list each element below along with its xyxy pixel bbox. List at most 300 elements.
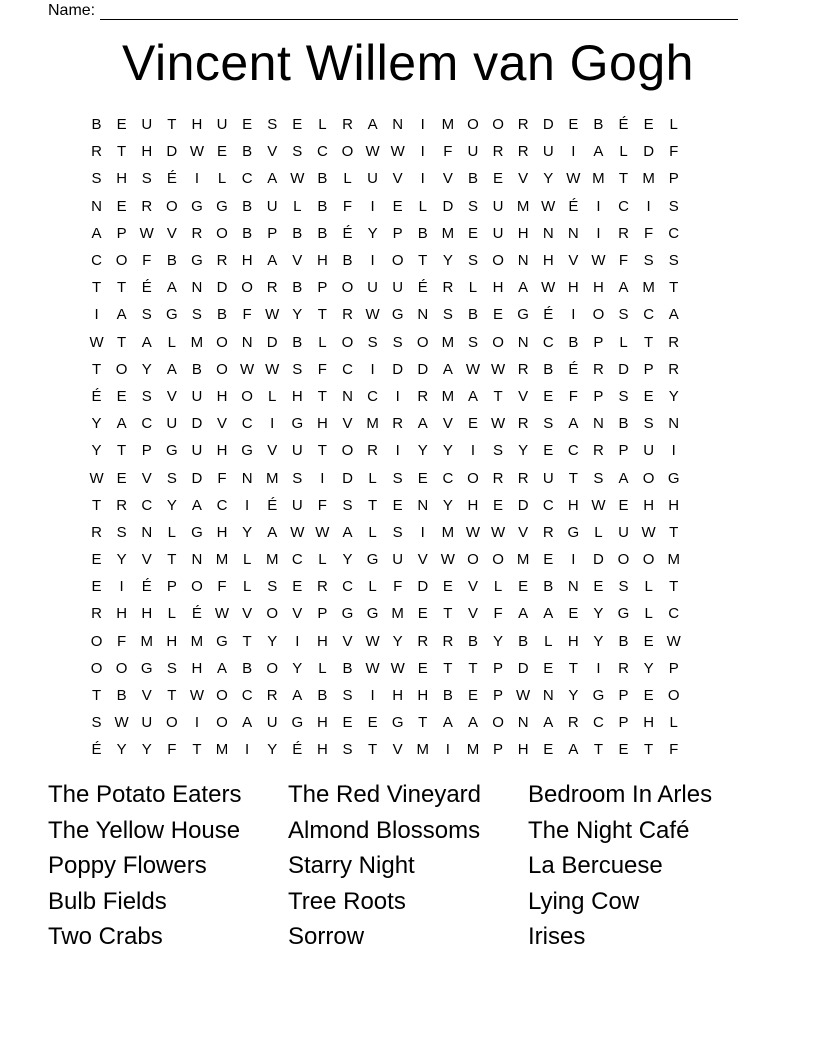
grid-letter: V [217, 415, 228, 433]
grid-letter: É [543, 306, 554, 324]
word-list-item: Bulb Fields [48, 887, 167, 915]
word-list-item: La Bercuese [528, 852, 663, 880]
grid-letter: L [594, 523, 603, 541]
grid-letter: O [216, 224, 228, 242]
grid-letter: F [317, 360, 327, 378]
grid-letter: G [191, 523, 203, 541]
grid-letter: O [341, 442, 354, 460]
grid-letter: H [316, 632, 328, 650]
grid-letter: O [416, 333, 429, 351]
grid-letter: V [518, 170, 529, 188]
grid-letter: R [492, 143, 504, 161]
grid-letter: U [141, 116, 153, 134]
grid-letter: Y [116, 741, 127, 759]
grid-letter: H [141, 605, 153, 623]
grid-letter: V [392, 741, 403, 759]
grid-letter: U [392, 279, 404, 297]
grid-letter: H [467, 496, 479, 514]
grid-letter: E [543, 442, 554, 460]
grid-letter: I [671, 442, 676, 460]
grid-letter: A [668, 306, 679, 324]
grid-letter: E [442, 578, 453, 596]
grid-letter: A [618, 279, 629, 297]
grid-letter: H [241, 252, 253, 270]
grid-letter: Y [267, 741, 278, 759]
grid-row [84, 682, 686, 709]
grid-letter: I [470, 442, 476, 460]
grid-letter: R [492, 469, 504, 487]
grid-letter: P [493, 659, 504, 677]
grid-letter: G [191, 252, 203, 270]
grid-letter: W [365, 659, 380, 677]
grid-letter: Y [568, 687, 579, 705]
grid-row [84, 138, 686, 165]
grid-letter: Y [342, 551, 353, 569]
grid-letter: C [291, 551, 303, 569]
grid-letter: O [216, 360, 228, 378]
grid-letter: I [320, 469, 325, 487]
grid-row [84, 301, 686, 328]
grid-row [84, 220, 686, 247]
grid-letter: B [543, 578, 554, 596]
grid-letter: T [568, 469, 578, 487]
grid-letter: I [370, 252, 375, 270]
word-list-item: Starry Night [288, 852, 415, 880]
grid-letter: T [443, 659, 453, 677]
grid-letter: H [542, 252, 554, 270]
grid-letter: W [591, 252, 606, 270]
grid-letter: B [467, 632, 478, 650]
grid-letter: B [292, 333, 303, 351]
grid-letter: O [642, 469, 655, 487]
grid-letter: T [418, 714, 428, 732]
grid-letter: F [493, 605, 503, 623]
grid-letter: H [567, 496, 579, 514]
grid-letter: L [669, 116, 678, 134]
grid-letter: O [642, 551, 655, 569]
grid-letter: R [116, 496, 128, 514]
grid-letter: I [395, 442, 400, 460]
grid-letter: R [618, 224, 629, 242]
grid-letter: Y [116, 551, 127, 569]
grid-letter: S [643, 252, 654, 270]
grid-letter: O [191, 578, 203, 596]
grid-letter: M [642, 279, 655, 297]
grid-letter: É [342, 224, 353, 242]
grid-letter: R [266, 279, 278, 297]
grid-letter: E [543, 387, 554, 405]
grid-letter: F [618, 252, 629, 270]
grid-letter: L [644, 605, 653, 623]
grid-letter: C [342, 578, 353, 596]
grid-letter: E [417, 659, 428, 677]
grid-letter: R [442, 632, 454, 650]
grid-letter: A [191, 496, 202, 514]
grid-letter: L [619, 143, 628, 161]
grid-letter: N [542, 687, 554, 705]
grid-letter: H [116, 170, 128, 188]
grid-letter: D [618, 360, 629, 378]
grid-letter: M [441, 387, 455, 405]
grid-letter: T [167, 551, 177, 569]
grid-letter: A [518, 605, 529, 623]
grid-letter: I [245, 741, 250, 759]
grid-letter: A [442, 714, 453, 732]
grid-letter: G [366, 551, 379, 569]
grid-letter: U [492, 224, 504, 242]
grid-letter: L [343, 170, 352, 188]
grid-letter: T [317, 306, 327, 324]
grid-letter: D [643, 143, 655, 161]
grid-letter: L [318, 551, 327, 569]
grid-letter: T [117, 143, 127, 161]
grid-letter: B [442, 687, 453, 705]
grid-letter: V [166, 224, 177, 242]
grid-letter: N [517, 333, 529, 351]
grid-letter: T [593, 741, 603, 759]
grid-row [84, 410, 686, 437]
grid-letter: V [141, 687, 152, 705]
page-title: Vincent Willem van Gogh [122, 35, 694, 91]
grid-letter: R [367, 442, 378, 460]
grid-letter: F [317, 496, 327, 514]
grid-letter: A [267, 523, 278, 541]
grid-letter: G [391, 714, 404, 732]
grid-letter: W [265, 306, 280, 324]
grid-letter: T [568, 659, 578, 677]
grid-letter: B [618, 632, 629, 650]
grid-letter: U [291, 442, 303, 460]
grid-letter: U [392, 551, 404, 569]
word-list-item: Tree Roots [288, 887, 406, 915]
grid-letter: W [541, 279, 556, 297]
grid-letter: T [669, 523, 679, 541]
grid-letter: C [241, 415, 253, 433]
grid-letter: U [266, 197, 278, 215]
grid-letter: U [367, 170, 378, 188]
grid-letter: W [265, 360, 280, 378]
grid-letter: T [418, 252, 428, 270]
grid-letter: C [216, 496, 228, 514]
grid-letter: U [291, 496, 303, 514]
grid-letter: Y [267, 632, 278, 650]
grid-letter: I [596, 197, 601, 215]
grid-letter: Y [493, 632, 504, 650]
grid-letter: P [267, 224, 278, 242]
grid-letter: N [542, 224, 554, 242]
grid-letter: Y [593, 605, 604, 623]
grid-letter: L [318, 333, 327, 351]
grid-letter: W [465, 523, 481, 541]
grid-letter: O [467, 116, 479, 134]
grid-letter: W [114, 714, 129, 732]
grid-letter: L [669, 714, 678, 732]
grid-letter: E [493, 496, 504, 514]
grid-letter: B [342, 659, 353, 677]
grid-letter: S [141, 170, 152, 188]
grid-letter: O [266, 605, 279, 623]
grid-letter: P [317, 605, 328, 623]
grid-letter: T [367, 741, 378, 759]
grid-letter: T [167, 116, 177, 134]
grid-letter: H [567, 632, 579, 650]
grid-letter: W [390, 143, 405, 161]
grid-letter: E [568, 605, 579, 623]
grid-letter: E [392, 197, 403, 215]
grid-letter: W [541, 197, 556, 215]
grid-letter: F [669, 741, 679, 759]
grid-letter: T [618, 170, 629, 188]
grid-letter: L [167, 523, 176, 541]
grid-letter: A [417, 415, 428, 433]
grid-letter: E [116, 387, 127, 405]
grid-letter: B [467, 306, 478, 324]
word-list-item: The Potato Eaters [48, 781, 242, 808]
grid-letter: S [292, 469, 303, 487]
grid-letter: W [240, 360, 255, 378]
grid-letter: P [141, 442, 152, 460]
word-list-item: Irises [528, 923, 586, 951]
grid-letter: T [117, 442, 127, 460]
grid-letter: R [542, 523, 554, 541]
grid-letter: T [644, 333, 654, 351]
grid-letter: L [368, 578, 377, 596]
grid-letter: F [443, 143, 453, 161]
grid-letter: H [216, 442, 228, 460]
grid-letter: N [141, 523, 153, 541]
grid-letter: A [166, 360, 177, 378]
grid-letter: I [194, 714, 199, 732]
grid-letter: M [441, 224, 455, 242]
grid-letter: O [467, 469, 479, 487]
grid-letter: B [317, 197, 328, 215]
grid-letter: O [341, 333, 354, 351]
grid-letter: P [493, 687, 504, 705]
grid-letter: I [596, 659, 601, 677]
grid-letter: G [291, 415, 304, 433]
grid-letter: D [392, 360, 404, 378]
grid-letter: V [417, 551, 428, 569]
grid-letter: E [493, 170, 504, 188]
grid-letter: Y [442, 252, 453, 270]
grid-letter: R [91, 605, 102, 623]
grid-letter: M [642, 170, 655, 188]
grid-letter: V [292, 605, 303, 623]
grid-letter: U [191, 387, 203, 405]
grid-letter: D [542, 116, 554, 134]
grid-letter: Y [91, 415, 102, 433]
grid-letter: O [241, 279, 253, 297]
grid-letter: L [293, 197, 302, 215]
grid-letter: C [141, 415, 153, 433]
grid-letter: E [467, 687, 478, 705]
grid-letter: B [242, 224, 253, 242]
grid-letter: N [191, 279, 203, 297]
grid-letter: E [518, 578, 529, 596]
grid-letter: B [217, 306, 228, 324]
grid-letter: D [191, 469, 203, 487]
grid-letter: H [216, 523, 228, 541]
grid-letter: N [567, 578, 579, 596]
grid-letter: V [467, 578, 478, 596]
grid-letter: R [417, 387, 429, 405]
grid-letter: H [316, 415, 328, 433]
grid-letter: F [142, 252, 152, 270]
grid-letter: E [342, 714, 353, 732]
grid-row [84, 492, 686, 519]
grid-row [84, 111, 686, 138]
grid-letter: P [618, 714, 629, 732]
grid-letter: M [516, 197, 530, 215]
grid-letter: W [89, 469, 104, 487]
grid-letter: M [190, 632, 204, 650]
grid-letter: O [467, 551, 479, 569]
grid-letter: U [542, 143, 554, 161]
grid-letter: W [214, 605, 230, 623]
grid-letter: I [571, 143, 576, 161]
grid-letter: H [392, 687, 404, 705]
grid-letter: T [644, 741, 654, 759]
grid-letter: V [568, 252, 579, 270]
grid-letter: S [141, 387, 152, 405]
grid-letter: H [567, 279, 579, 297]
grid-letter: N [241, 469, 253, 487]
grid-letter: S [342, 687, 353, 705]
grid-letter: S [166, 659, 177, 677]
grid-letter: G [617, 605, 630, 623]
grid-letter: S [668, 197, 679, 215]
grid-letter: A [568, 741, 579, 759]
grid-letter: H [668, 496, 680, 514]
grid-letter: W [591, 496, 606, 514]
grid-letter: M [215, 741, 229, 759]
grid-letter: É [141, 578, 152, 596]
grid-letter: E [417, 605, 428, 623]
grid-letter: A [141, 333, 152, 351]
grid-letter: I [445, 741, 450, 759]
grid-row [84, 193, 686, 220]
grid-letter: L [242, 578, 252, 596]
grid-letter: G [291, 714, 304, 732]
grid-letter: Y [417, 442, 428, 460]
grid-letter: B [191, 360, 202, 378]
grid-letter: Y [593, 632, 604, 650]
grid-letter: M [391, 605, 404, 623]
grid-letter: E [392, 496, 403, 514]
grid-letter: N [517, 714, 529, 732]
grid-letter: E [467, 224, 478, 242]
grid-letter: M [416, 741, 430, 759]
grid-letter: H [191, 659, 203, 677]
grid-letter: I [571, 551, 576, 569]
grid-letter: Y [392, 632, 403, 650]
grid-letter: R [91, 143, 102, 161]
grid-letter: F [568, 387, 578, 405]
grid-letter: W [315, 523, 330, 541]
grid-letter: Y [668, 387, 679, 405]
grid-letter: H [593, 279, 604, 297]
grid-letter: V [392, 170, 403, 188]
grid-letter: C [367, 387, 378, 405]
grid-letter: Y [166, 496, 177, 514]
grid-letter: W [641, 523, 656, 541]
grid-letter: S [91, 714, 102, 732]
grid-letter: L [167, 333, 176, 351]
grid-letter: E [643, 687, 654, 705]
grid-letter: M [140, 632, 153, 650]
grid-letter: Y [518, 442, 529, 460]
grid-letter: R [517, 360, 529, 378]
grid-letter: H [141, 143, 153, 161]
grid-letter: G [191, 197, 203, 215]
grid-letter: M [190, 333, 204, 351]
grid-letter: S [392, 523, 403, 541]
grid-letter: E [292, 116, 303, 134]
grid-letter: D [417, 360, 429, 378]
grid-letter: O [266, 659, 279, 677]
grid-row [84, 655, 686, 682]
grid-letter: O [115, 252, 128, 270]
grid-letter: P [668, 170, 679, 188]
grid-letter: I [420, 170, 425, 188]
grid-letter: Y [141, 741, 152, 759]
grid-letter: N [392, 116, 404, 134]
grid-letter: É [568, 197, 579, 215]
grid-letter: F [167, 741, 177, 759]
grid-letter: F [342, 197, 353, 215]
grid-letter: S [267, 116, 278, 134]
letter-grid [84, 111, 686, 764]
grid-letter: O [492, 116, 504, 134]
grid-letter: D [166, 143, 178, 161]
grid-letter: A [543, 714, 554, 732]
grid-letter: S [141, 306, 152, 324]
grid-letter: F [217, 469, 227, 487]
grid-letter: W [566, 170, 581, 188]
grid-letter: C [643, 306, 655, 324]
grid-letter: L [368, 523, 377, 541]
word-list-item: Lying Cow [528, 887, 640, 915]
grid-letter: W [189, 687, 204, 705]
grid-letter: N [91, 197, 102, 215]
grid-letter: S [392, 333, 403, 351]
grid-letter: R [442, 279, 454, 297]
grid-letter: A [217, 659, 228, 677]
word-list-item: The Red Vineyard [288, 781, 482, 808]
grid-letter: A [116, 415, 127, 433]
word-list-item: Poppy Flowers [48, 852, 207, 880]
grid-row [84, 628, 686, 655]
grid-letter: G [592, 687, 605, 705]
grid-letter: I [420, 143, 425, 161]
grid-letter: A [91, 224, 102, 242]
grid-letter: S [618, 387, 629, 405]
grid-letter: T [242, 632, 252, 650]
grid-letter: G [667, 469, 680, 487]
grid-letter: O [216, 687, 228, 705]
grid-letter: É [417, 279, 428, 297]
grid-letter: L [468, 279, 478, 297]
grid-letter: E [91, 551, 102, 569]
grid-letter: T [117, 279, 127, 297]
grid-letter: C [316, 143, 328, 161]
grid-letter: S [442, 306, 453, 324]
grid-letter: N [567, 224, 579, 242]
grid-letter: O [241, 387, 253, 405]
grid-row [84, 274, 686, 301]
grid-letter: B [568, 333, 579, 351]
grid-row [84, 600, 686, 627]
